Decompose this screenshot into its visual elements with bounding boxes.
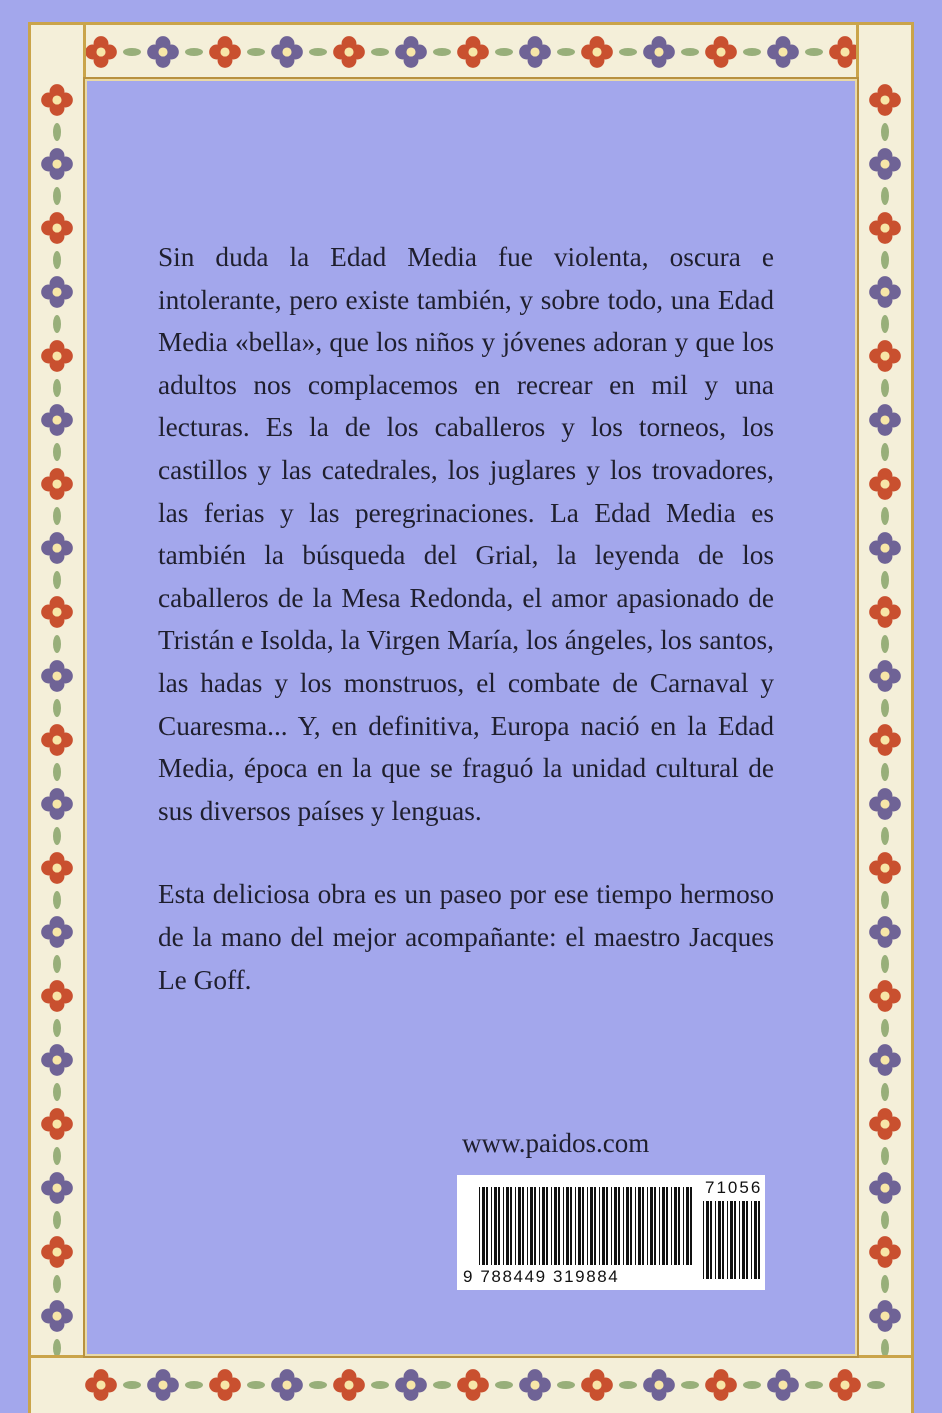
leaf-ornament-icon <box>881 699 889 717</box>
flower-ornament-icon <box>869 468 901 500</box>
flower-ornament-icon <box>41 84 73 116</box>
flower-ornament-icon <box>869 980 901 1012</box>
flower-ornament-icon <box>41 276 73 308</box>
leaf-ornament-icon <box>53 827 61 845</box>
flower-ornament-icon <box>271 36 303 68</box>
leaf-ornament-icon <box>247 1381 265 1389</box>
flower-ornament-icon <box>869 84 901 116</box>
ornamental-border-left <box>28 22 86 1413</box>
leaf-ornament-icon <box>881 635 889 653</box>
flower-ornament-icon <box>41 724 73 756</box>
leaf-ornament-icon <box>881 763 889 781</box>
leaf-ornament-icon <box>881 1019 889 1037</box>
flower-ornament-icon <box>41 788 73 820</box>
flower-ornament-icon <box>41 596 73 628</box>
leaf-ornament-icon <box>681 48 699 56</box>
leaf-ornament-icon <box>433 1381 451 1389</box>
leaf-ornament-icon <box>619 48 637 56</box>
flower-ornament-icon <box>519 36 551 68</box>
leaf-ornament-icon <box>881 1211 889 1229</box>
flower-ornament-icon <box>869 532 901 564</box>
leaf-ornament-icon <box>53 379 61 397</box>
flower-ornament-icon <box>209 1369 241 1401</box>
flower-ornament-icon <box>457 1369 489 1401</box>
flower-ornament-icon <box>767 1369 799 1401</box>
leaf-ornament-icon <box>53 315 61 333</box>
leaf-ornament-icon <box>681 1381 699 1389</box>
leaf-ornament-icon <box>881 379 889 397</box>
leaf-ornament-icon <box>53 571 61 589</box>
flower-ornament-icon <box>869 148 901 180</box>
leaf-ornament-icon <box>881 891 889 909</box>
ornament-pattern <box>31 25 911 80</box>
flower-ornament-icon <box>519 1369 551 1401</box>
ornament-pattern <box>31 1358 911 1413</box>
leaf-ornament-icon <box>881 123 889 141</box>
flower-ornament-icon <box>395 36 427 68</box>
leaf-ornament-icon <box>619 1381 637 1389</box>
leaf-ornament-icon <box>309 48 327 56</box>
leaf-ornament-icon <box>743 1381 761 1389</box>
leaf-ornament-icon <box>495 1381 513 1389</box>
leaf-ornament-icon <box>53 443 61 461</box>
leaf-ornament-icon <box>557 48 575 56</box>
blurb-paragraph: Esta deliciosa obra es un paseo por ese tiempo hermoso de la mano del mejor acompañante: el maestro Jacques Le Goff. <box>158 879 774 995</box>
flower-ornament-icon <box>869 660 901 692</box>
flower-ornament-icon <box>643 1369 675 1401</box>
leaf-ornament-icon <box>53 187 61 205</box>
leaf-ornament-icon <box>309 1381 327 1389</box>
flower-ornament-icon <box>41 468 73 500</box>
flower-ornament-icon <box>395 1369 427 1401</box>
flower-ornament-icon <box>869 724 901 756</box>
flower-ornament-icon <box>705 36 737 68</box>
leaf-ornament-icon <box>123 48 141 56</box>
leaf-ornament-icon <box>185 48 203 56</box>
leaf-ornament-icon <box>371 48 389 56</box>
barcode-addon-number: 71056 <box>705 1178 763 1197</box>
flower-ornament-icon <box>41 1236 73 1268</box>
leaf-ornament-icon <box>53 1019 61 1037</box>
barcode <box>457 1175 765 1290</box>
leaf-ornament-icon <box>805 48 823 56</box>
flower-ornament-icon <box>581 36 613 68</box>
leaf-ornament-icon <box>881 187 889 205</box>
leaf-ornament-icon <box>53 955 61 973</box>
flower-ornament-icon <box>869 1044 901 1076</box>
flower-ornament-icon <box>41 660 73 692</box>
flower-ornament-icon <box>41 404 73 436</box>
flower-ornament-icon <box>869 404 901 436</box>
leaf-ornament-icon <box>53 123 61 141</box>
leaf-ornament-icon <box>805 1381 823 1389</box>
flower-ornament-icon <box>85 1369 117 1401</box>
flower-ornament-icon <box>705 1369 737 1401</box>
barcode-ean-number: 9 788449 319884 <box>463 1267 620 1286</box>
flower-ornament-icon <box>869 1172 901 1204</box>
leaf-ornament-icon <box>881 955 889 973</box>
blurb <box>158 236 774 1001</box>
flower-ornament-icon <box>41 916 73 948</box>
leaf-ornament-icon <box>247 48 265 56</box>
flower-ornament-icon <box>41 148 73 180</box>
flower-ornament-icon <box>41 1300 73 1332</box>
leaf-ornament-icon <box>53 251 61 269</box>
flower-ornament-icon <box>869 1108 901 1140</box>
leaf-ornament-icon <box>53 699 61 717</box>
leaf-ornament-icon <box>371 1381 389 1389</box>
leaf-ornament-icon <box>53 1211 61 1229</box>
flower-ornament-icon <box>457 36 489 68</box>
ornamental-border-bottom <box>28 1355 914 1413</box>
leaf-ornament-icon <box>881 251 889 269</box>
flower-ornament-icon <box>869 916 901 948</box>
leaf-ornament-icon <box>881 1275 889 1293</box>
flower-ornament-icon <box>333 1369 365 1401</box>
flower-ornament-icon <box>581 1369 613 1401</box>
leaf-ornament-icon <box>53 1083 61 1101</box>
leaf-ornament-icon <box>881 1083 889 1101</box>
leaf-ornament-icon <box>881 571 889 589</box>
flower-ornament-icon <box>869 788 901 820</box>
flower-ornament-icon <box>41 212 73 244</box>
leaf-ornament-icon <box>557 1381 575 1389</box>
leaf-ornament-icon <box>881 1147 889 1165</box>
flower-ornament-icon <box>829 1369 861 1401</box>
leaf-ornament-icon <box>433 48 451 56</box>
leaf-ornament-icon <box>867 1381 885 1389</box>
flower-ornament-icon <box>209 36 241 68</box>
flower-ornament-icon <box>41 340 73 372</box>
blurb-paragraph: Sin duda la Edad Media fue violenta, oscura e intolerante, pero existe también, y sobre todo, una Edad Media «bella», que los niños y jóvenes adoran y que los adultos nos complacemos en recrear en mil y una lecturas. Es la de los caballeros y los torneos, los castillos y las catedrales, los juglares y los trovadores, las ferias y las peregrinaciones. La Edad Media es también la búsqueda del Grial, la leyenda de los caballeros de la Mesa Redonda, el amor apasionado de Tristán e Isolda, la Virgen María, los ángeles, los santos, las hadas y los monstruos, el combate de Carnaval y Cuaresma... Y, en definitiva, Europa nació en la Edad Media, época en la que se fraguó la unidad cultural de sus diversos países y lenguas. <box>158 242 774 826</box>
flower-ornament-icon <box>41 852 73 884</box>
flower-ornament-icon <box>147 1369 179 1401</box>
flower-ornament-icon <box>147 36 179 68</box>
publisher-website: www.paidos.com <box>462 1128 650 1158</box>
leaf-ornament-icon <box>881 443 889 461</box>
flower-ornament-icon <box>41 532 73 564</box>
ornament-pattern <box>859 25 911 1413</box>
flower-ornament-icon <box>333 36 365 68</box>
leaf-ornament-icon <box>881 827 889 845</box>
ornament-pattern <box>31 25 83 1413</box>
leaf-ornament-icon <box>881 315 889 333</box>
flower-ornament-icon <box>41 1108 73 1140</box>
leaf-ornament-icon <box>53 1147 61 1165</box>
leaf-ornament-icon <box>123 1381 141 1389</box>
flower-ornament-icon <box>271 1369 303 1401</box>
flower-ornament-icon <box>869 596 901 628</box>
leaf-ornament-icon <box>53 763 61 781</box>
leaf-ornament-icon <box>743 48 761 56</box>
leaf-ornament-icon <box>53 507 61 525</box>
leaf-ornament-icon <box>53 891 61 909</box>
flower-ornament-icon <box>41 980 73 1012</box>
flower-ornament-icon <box>869 212 901 244</box>
leaf-ornament-icon <box>185 1381 203 1389</box>
flower-ornament-icon <box>869 852 901 884</box>
flower-ornament-icon <box>869 340 901 372</box>
ornamental-border-right <box>856 22 914 1413</box>
flower-ornament-icon <box>643 36 675 68</box>
flower-ornament-icon <box>869 276 901 308</box>
leaf-ornament-icon <box>53 1275 61 1293</box>
flower-ornament-icon <box>869 1300 901 1332</box>
leaf-ornament-icon <box>495 48 513 56</box>
leaf-ornament-icon <box>53 635 61 653</box>
flower-ornament-icon <box>869 1236 901 1268</box>
flower-ornament-icon <box>41 1172 73 1204</box>
flower-ornament-icon <box>41 1044 73 1076</box>
flower-ornament-icon <box>85 36 117 68</box>
flower-ornament-icon <box>767 36 799 68</box>
leaf-ornament-icon <box>881 507 889 525</box>
ornamental-border-top <box>28 22 914 80</box>
